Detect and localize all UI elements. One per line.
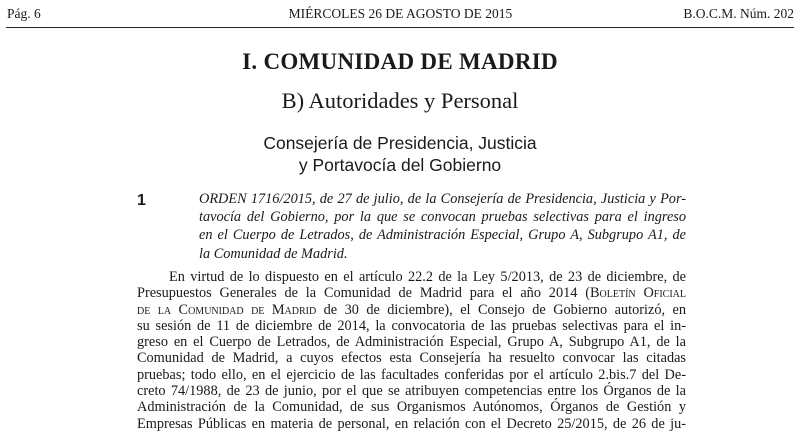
issuing-body-line: Consejería de Presidencia, Justicia <box>263 133 537 153</box>
gazette-name: Boletín Oficial <box>589 285 686 302</box>
bulletin-number: B.O.C.M. Núm. 202 <box>683 6 794 21</box>
paragraph-line: pruebas; todo ello, en el ejercicio de las facultades conferidas por el artículo 2.bis.7 del De- <box>137 366 686 383</box>
paragraph-text: Presupuestos Generales de la Comunidad de Madrid para el año 2014 ( <box>137 285 590 302</box>
paragraph-line: greso en el Cuerpo de Letrados, de Administración Especial, Grupo A, Subgrupo A1, de la <box>137 334 686 351</box>
paragraph-line: Empresas Públicas en materia de personal, en relación con el Decreto 25/2015, de 26 de ju- <box>137 415 686 432</box>
subsection-title: B) Autoridades y Personal <box>281 88 519 113</box>
paragraph-line: Administración de la Comunidad, de sus Organismos Autónomos, Órganos de Gestión y <box>137 399 686 416</box>
gazette-name: de la Comunidad de Madrid <box>137 301 317 318</box>
paragraph-line <box>137 285 686 301</box>
order-title-line: la Comunidad de Madrid. <box>199 245 348 262</box>
paragraph-line: su sesión de 11 de diciembre de 2014, la convocatoria de las pruebas selectivas para el in- <box>137 317 686 334</box>
order-title-line: en el Cuerpo de Letrados, de Administración Especial, Grupo A, Subgrupo A1, de <box>199 227 686 244</box>
issuing-body <box>0 132 800 176</box>
body-paragraph <box>137 269 686 432</box>
paragraph-line: creto 74/1988, de 23 de junio, por el que se atribuyen competencias entre los Órganos de la <box>137 383 686 400</box>
publication-date: MIÉRCOLES 26 DE AGOSTO DE 2015 <box>288 6 513 21</box>
page-header <box>7 3 794 25</box>
paragraph-text: de 30 de diciembre), el Consejo de Gobierno autorizó, en <box>316 301 686 318</box>
paragraph-line <box>137 302 686 318</box>
paragraph-line: En virtud de lo dispuesto en el artículo 22.2 de la Ley 5/2013, de 23 de diciembre, de <box>169 269 686 285</box>
order-title-line: tavocía del Gobierno, por la que se convocan pruebas selectivas para el ingreso <box>199 209 686 226</box>
page-number: Pág. 6 <box>7 6 41 21</box>
header-divider <box>6 27 794 28</box>
paragraph-line: Comunidad de Madrid, a cuyos efectos esta Consejería ha resuelto convocar las citadas <box>137 350 686 367</box>
order-title <box>199 190 686 263</box>
order-title-line: ORDEN 1716/2015, de 27 de julio, de la Consejería de Presidencia, Justicia y Por- <box>199 191 686 207</box>
order-number: 1 <box>137 192 146 209</box>
issuing-body-line: y Portavocía del Gobierno <box>298 155 502 175</box>
section-title: I. COMUNIDAD DE MADRID <box>242 49 558 74</box>
